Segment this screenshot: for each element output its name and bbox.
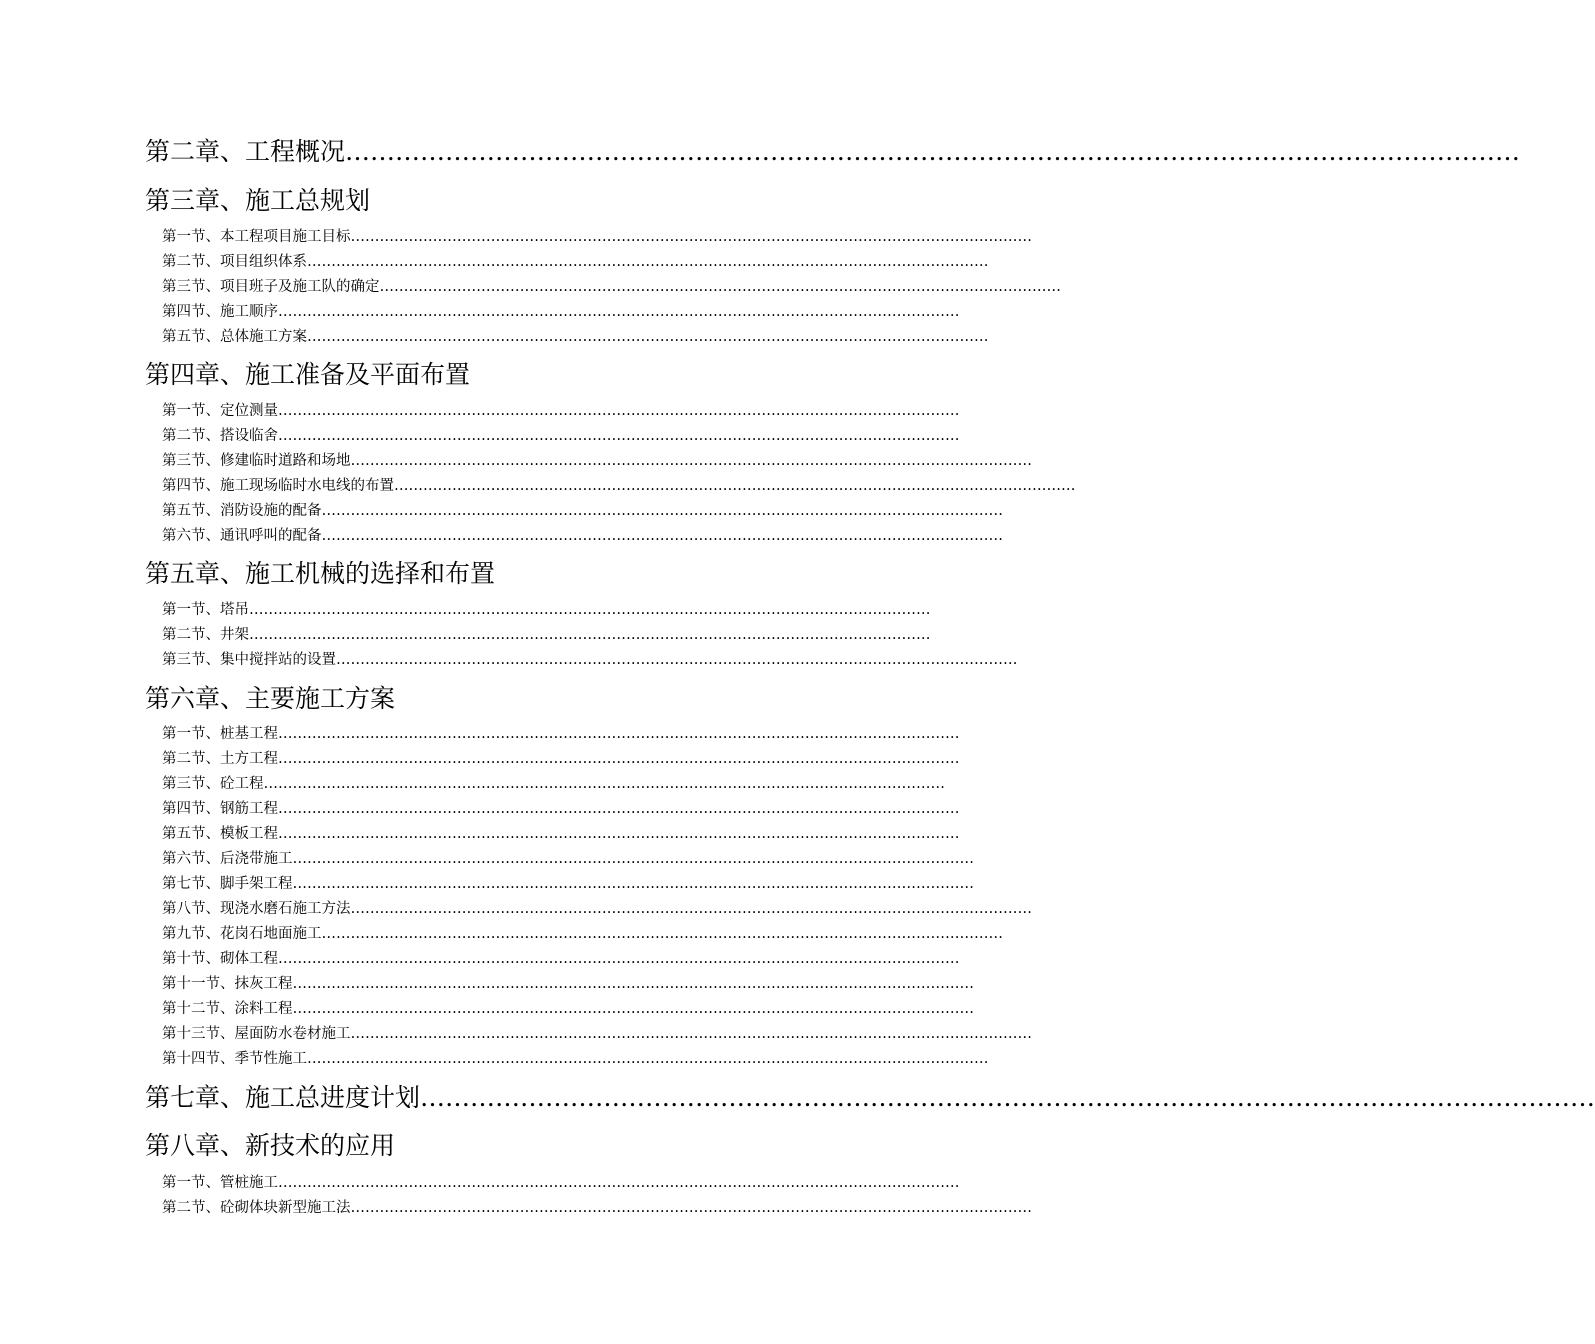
toc-section[interactable]: 第七节、脚手架工程…………………………………………………………………………………………………………………………… bbox=[162, 876, 974, 892]
toc-section[interactable]: 第四节、钢筋工程…………………………………………………………………………………………………………………………… bbox=[162, 801, 960, 817]
toc-section[interactable]: 第四节、施工现场临时水电线的布置…………………………………………………………………………………………………………………………… bbox=[162, 478, 1076, 494]
toc-section[interactable]: 第一节、塔吊…………………………………………………………………………………………………………………………… bbox=[162, 602, 931, 618]
toc-section[interactable]: 第十三节、屋面防水卷材施工…………………………………………………………………………………………………………………………… bbox=[162, 1026, 1032, 1042]
toc-section[interactable]: 第一节、定位测量…………………………………………………………………………………………………………………………… bbox=[162, 403, 960, 419]
toc-section[interactable]: 第五节、消防设施的配备…………………………………………………………………………………………………………………………… bbox=[162, 503, 1003, 519]
toc-section[interactable]: 第五节、总体施工方案…………………………………………………………………………………………………………………………… bbox=[162, 329, 989, 345]
toc-chapter[interactable]: 第二章、工程概况…………………………………………………………………………………………………………………………… bbox=[145, 137, 1521, 166]
toc-section[interactable]: 第十二节、涂料工程…………………………………………………………………………………………………………………………… bbox=[162, 1001, 974, 1017]
toc-section[interactable]: 第二节、砼砌体块新型施工法…………………………………………………………………………………………………………………………… bbox=[162, 1200, 1032, 1216]
toc-chapter[interactable]: 第三章、施工总规划 bbox=[145, 186, 371, 215]
toc-section[interactable]: 第十四节、季节性施工…………………………………………………………………………………………………………………………… bbox=[162, 1051, 989, 1067]
toc-section[interactable]: 第十节、砌体工程…………………………………………………………………………………………………………………………… bbox=[162, 951, 960, 967]
toc-section[interactable]: 第一节、本工程项目施工目标…………………………………………………………………………………………………………………………… bbox=[162, 229, 1032, 245]
toc-section[interactable]: 第三节、集中搅拌站的设置…………………………………………………………………………………………………………………………… bbox=[162, 652, 1018, 668]
toc-chapter[interactable]: 第八章、新技术的应用 bbox=[145, 1131, 396, 1160]
toc-chapter[interactable]: 第五章、施工机械的选择和布置 bbox=[145, 559, 496, 588]
toc-section[interactable]: 第一节、管桩施工…………………………………………………………………………………………………………………………… bbox=[162, 1175, 960, 1191]
toc-section[interactable]: 第六节、通讯呼叫的配备…………………………………………………………………………………………………………………………… bbox=[162, 528, 1003, 544]
toc-section[interactable]: 第五节、模板工程…………………………………………………………………………………………………………………………… bbox=[162, 826, 960, 842]
toc-section[interactable]: 第三节、砼工程…………………………………………………………………………………………………………………………… bbox=[162, 776, 945, 792]
toc-section[interactable]: 第九节、花岗石地面施工…………………………………………………………………………………………………………………………… bbox=[162, 926, 1003, 942]
toc-section[interactable]: 第三节、修建临时道路和场地…………………………………………………………………………………………………………………………… bbox=[162, 453, 1032, 469]
toc-section[interactable]: 第三节、项目班子及施工队的确定…………………………………………………………………………………………………………………………… bbox=[162, 279, 1061, 295]
toc-chapter[interactable]: 第七章、施工总进度计划…………………………………………………………………………………………………………………………… bbox=[145, 1083, 1595, 1112]
toc-section[interactable]: 第六节、后浇带施工…………………………………………………………………………………………………………………………… bbox=[162, 851, 974, 867]
toc-section[interactable]: 第二节、土方工程…………………………………………………………………………………………………………………………… bbox=[162, 751, 960, 767]
toc-section[interactable]: 第四节、施工顺序…………………………………………………………………………………………………………………………… bbox=[162, 304, 960, 320]
toc-section[interactable]: 第二节、井架…………………………………………………………………………………………………………………………… bbox=[162, 627, 931, 643]
toc-section[interactable]: 第八节、现浇水磨石施工方法…………………………………………………………………………………………………………………………… bbox=[162, 901, 1032, 917]
toc-section[interactable]: 第一节、桩基工程…………………………………………………………………………………………………………………………… bbox=[162, 726, 960, 742]
toc-section[interactable]: 第十一节、抹灰工程…………………………………………………………………………………………………………………………… bbox=[162, 976, 974, 992]
toc-chapter[interactable]: 第六章、主要施工方案 bbox=[145, 684, 396, 713]
toc-chapter[interactable]: 第四章、施工准备及平面布置 bbox=[145, 360, 471, 389]
toc-section[interactable]: 第二节、搭设临舍…………………………………………………………………………………………………………………………… bbox=[162, 428, 960, 444]
toc-section[interactable]: 第二节、项目组织体系…………………………………………………………………………………………………………………………… bbox=[162, 254, 989, 270]
